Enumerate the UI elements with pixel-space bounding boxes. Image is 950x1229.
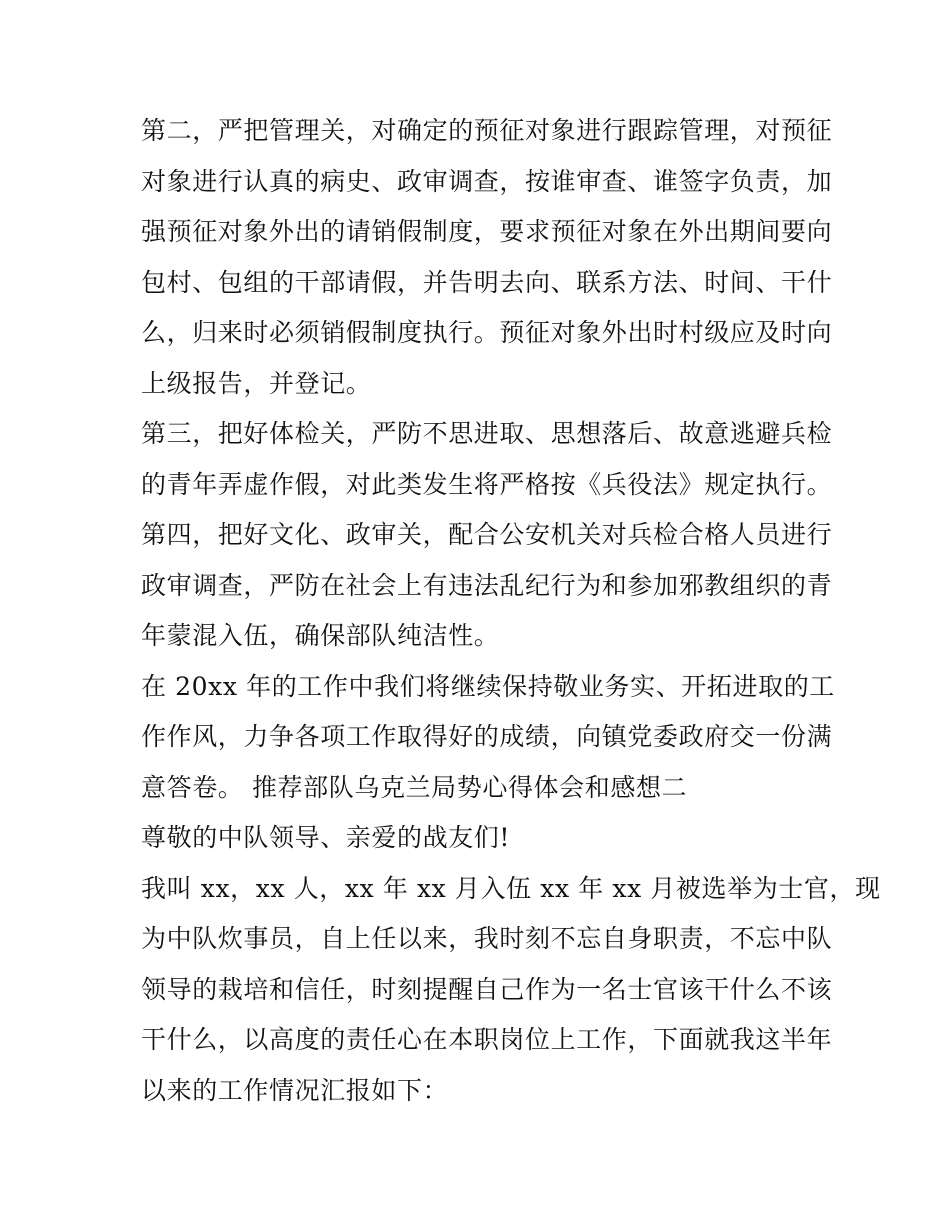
text-line: 第二，严把管理关，对确定的预征对象进行跟踪管理，对预征 [141, 116, 833, 145]
text-line: 么，归来时必须销假制度执行。预征对象外出时村级应及时向 [141, 318, 833, 347]
text-line: 政审调查，严防在社会上有违法乱纪行为和参加邪教组织的青 [141, 570, 833, 600]
text-line: 的青年弄虚作假，对此类发生将严格按《兵役法》规定执行。 [141, 469, 833, 499]
text-line: 领导的栽培和信任，时刻提醒自己作为一名士官该干什么不该 [141, 974, 833, 1004]
text-line: 包村、包组的干部请假，并告明去向、联系方法、时间、干什 [141, 267, 833, 297]
text-line: 在 20xx 年的工作中我们将继续保持敬业务实、开拓进取的工 [141, 671, 835, 701]
text-line: 我叫 xx，xx 人，xx 年 xx 月入伍 xx 年 xx 月被选举为士官，现 [141, 873, 881, 903]
text-line: 作作风，力争各项工作取得好的成绩，向镇党委政府交一份满 [141, 722, 833, 751]
text-line: 年蒙混入伍，确保部队纯洁性。 [141, 621, 500, 650]
text-line: 为中队炊事员，自上任以来，我时刻不忘自身职责，不忘中队 [141, 924, 833, 953]
text-line: 意答卷。 推荐部队乌克兰局势心得体会和感想二 [141, 772, 688, 802]
text-line: 尊敬的中队领导、亲爱的战友们! [141, 823, 511, 852]
text-line: 对象进行认真的病史、政审调查，按谁审查、谁签字负责，加 [141, 166, 833, 196]
text-line: 干什么，以高度的责任心在本职岗位上工作，下面就我这半年 [141, 1025, 833, 1054]
text-line: 强预征对象外出的请销假制度，要求预征对象在外出期间要向 [141, 217, 833, 246]
document-body [141, 106, 881, 1116]
text-line: 上级报告，并登记。 [141, 368, 372, 398]
text-line: 以来的工作情况汇报如下： [141, 1075, 449, 1105]
text-line: 第四，把好文化、政审关，配合公安机关对兵检合格人员进行 [141, 520, 833, 549]
text-line: 第三，把好体检关，严防不思进取、思想落后、故意逃避兵检 [141, 419, 833, 448]
